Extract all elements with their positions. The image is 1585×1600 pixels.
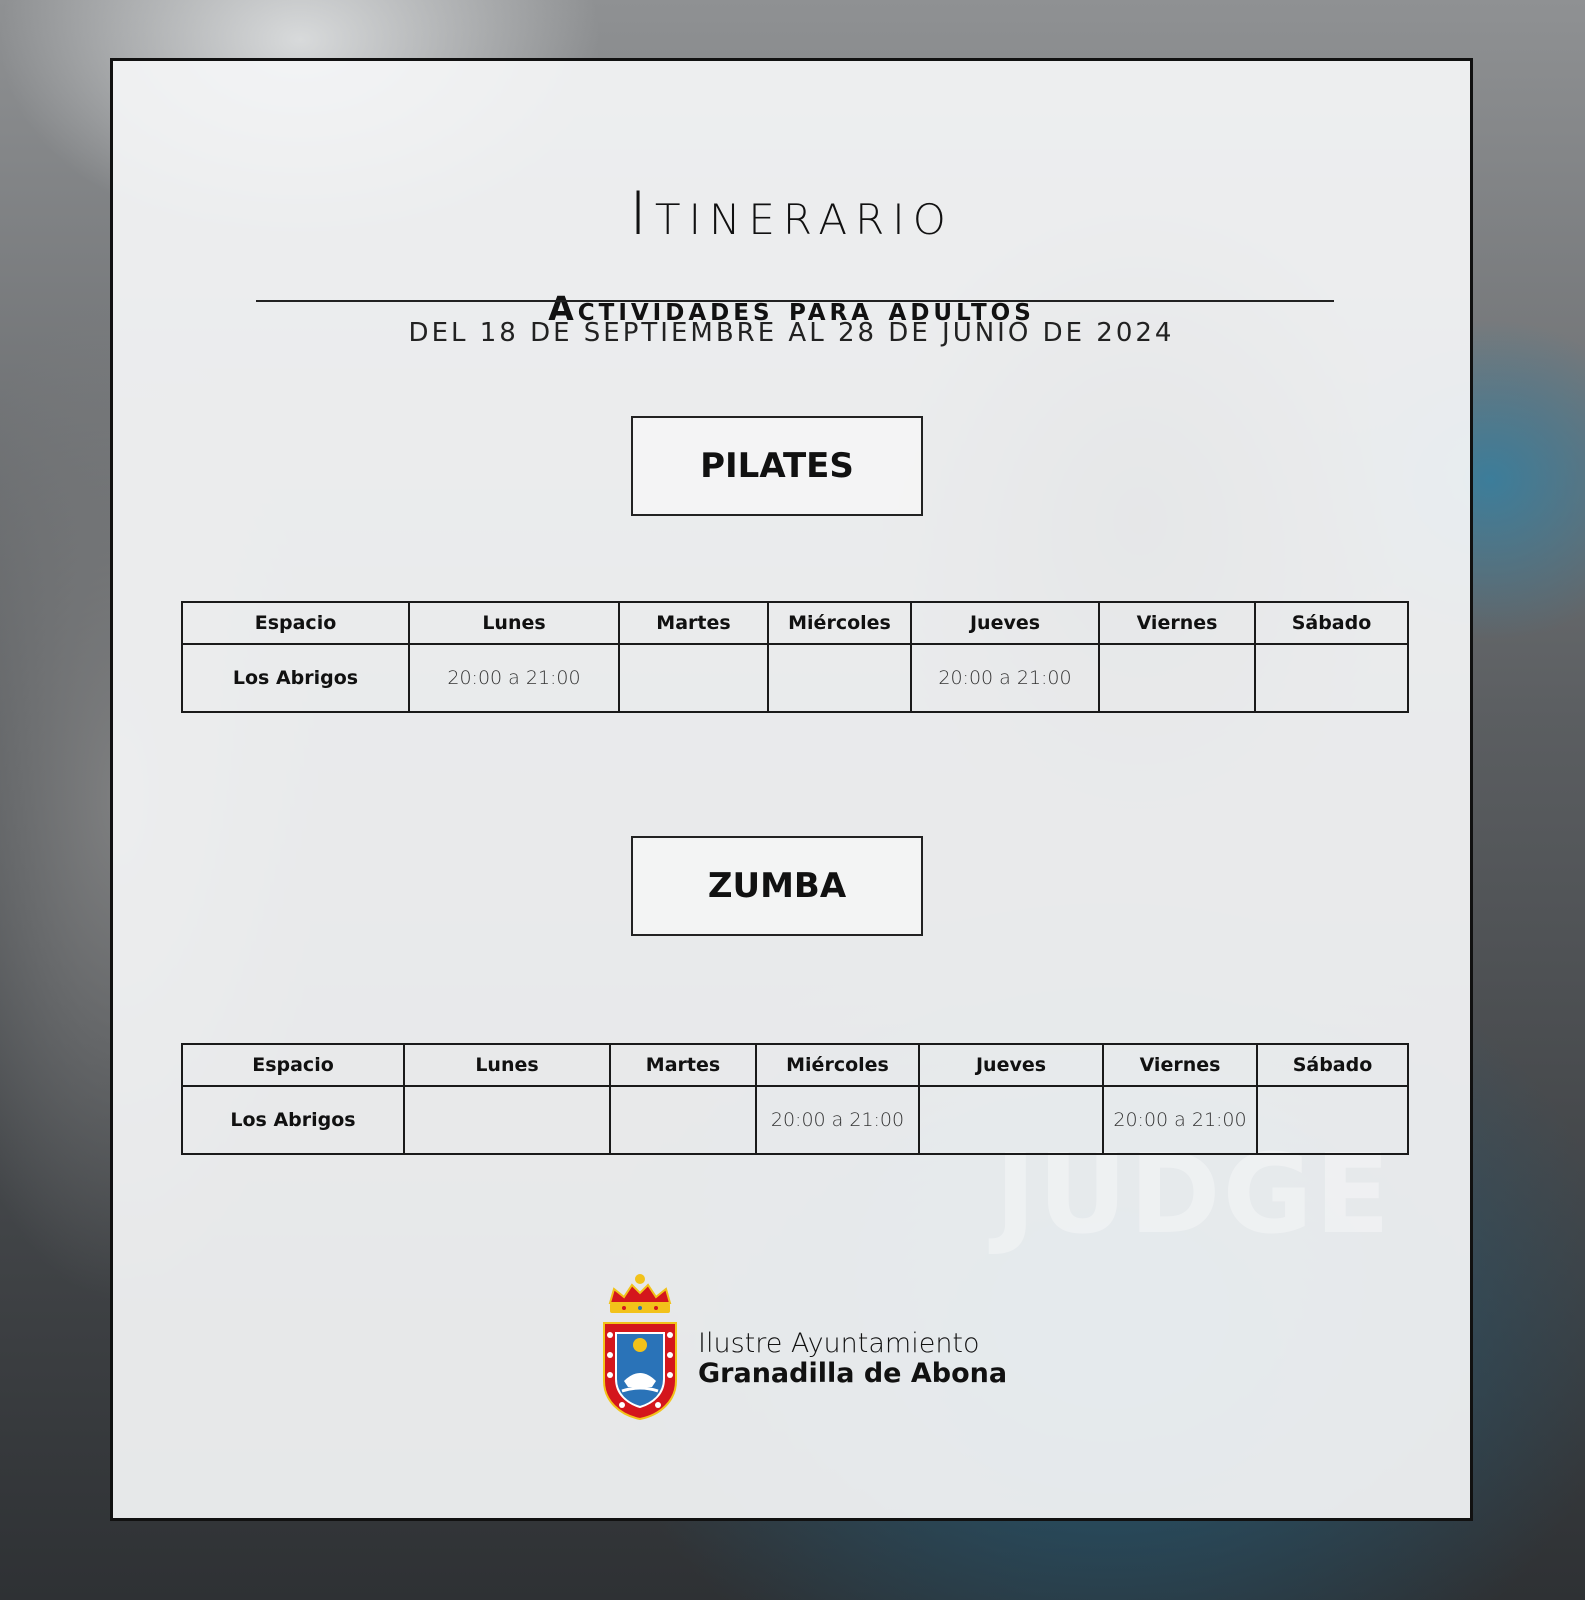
table-row <box>182 1086 1408 1154</box>
column-header: Sábado <box>1255 602 1408 644</box>
column-header: Martes <box>619 602 768 644</box>
column-header: Miércoles <box>768 602 911 644</box>
column-header: Jueves <box>911 602 1099 644</box>
activity-heading-pilates <box>631 416 923 516</box>
table-cell <box>619 644 768 712</box>
table-cell: 20:00 a 21:00 <box>409 644 619 712</box>
activity-label: ZUMBA <box>707 866 847 906</box>
schedule-table-zumba <box>181 1043 1409 1155</box>
column-header: Viernes <box>1099 602 1255 644</box>
org-name <box>698 1329 1007 1389</box>
schedule-table-pilates <box>181 601 1409 713</box>
org-name-line1: Ilustre Ayuntamiento <box>698 1328 980 1359</box>
column-header: Sábado <box>1257 1044 1408 1086</box>
coat-of-arms-icon <box>600 1273 680 1423</box>
column-header: Jueves <box>919 1044 1103 1086</box>
table-cell <box>610 1086 756 1154</box>
table-row <box>182 644 1408 712</box>
column-header: Espacio <box>182 602 409 644</box>
table-cell <box>919 1086 1103 1154</box>
divider <box>256 300 1334 302</box>
table-cell: 20:00 a 21:00 <box>756 1086 919 1154</box>
column-header: Miércoles <box>756 1044 919 1086</box>
table-cell: 20:00 a 21:00 <box>911 644 1099 712</box>
page-subtitle: Actividades para adultos <box>548 289 1035 328</box>
column-header: Lunes <box>404 1044 610 1086</box>
table-cell <box>1099 644 1255 712</box>
itinerary-panel <box>110 58 1473 1521</box>
org-name-line2: Granadilla de Abona <box>698 1358 1008 1389</box>
table-header-row <box>182 602 1408 644</box>
table-cell <box>404 1086 610 1154</box>
column-header: Viernes <box>1103 1044 1257 1086</box>
column-header: Espacio <box>182 1044 404 1086</box>
page-title: Itinerario <box>629 179 954 249</box>
activity-label: PILATES <box>700 446 854 486</box>
column-header: Lunes <box>409 602 619 644</box>
table-cell: Los Abrigos <box>182 1086 404 1154</box>
column-header: Martes <box>610 1044 756 1086</box>
table-cell <box>1255 644 1408 712</box>
table-header-row <box>182 1044 1408 1086</box>
activity-heading-zumba <box>631 836 923 936</box>
date-range: DEL 18 DE SEPTIEMBRE AL 28 DE JUNIO DE 2024 <box>408 318 1175 348</box>
org-logo <box>600 1273 1008 1423</box>
table-cell: Los Abrigos <box>182 644 409 712</box>
table-cell: 20:00 a 21:00 <box>1103 1086 1257 1154</box>
table-cell <box>768 644 911 712</box>
table-cell <box>1257 1086 1408 1154</box>
